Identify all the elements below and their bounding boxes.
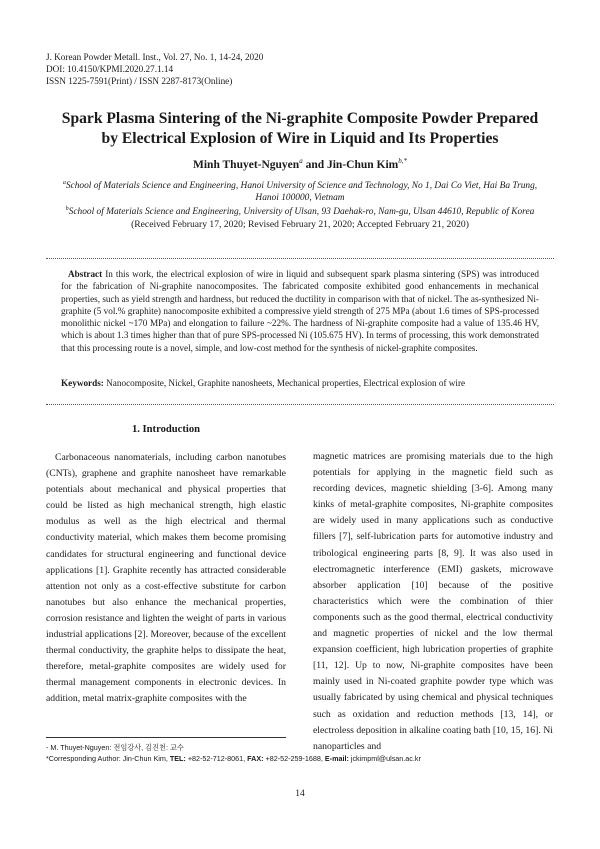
abstract-top-divider [46,258,554,259]
email-label: E-mail: [324,754,349,763]
right-column [313,449,553,755]
keywords-label: Keywords: [61,378,104,388]
journal-citation: J. Korean Powder Metall. Inst., Vol. 27, No. 1, 14-24, 2020 [46,52,264,62]
keywords-text: Nanocomposite, Nickel, Graphite nanosheets, Mechanical properties, Electrical explosion of wire [103,378,466,388]
authors [0,157,600,171]
abstract-label: Abstract [68,269,103,279]
left-paragraph: Carbonaceous nanomaterials, including carbon nanotubes (CNTs), graphene and graphite nanosheet have remarkable potentials about mechanical and physical properties that could be listed as high mechanical strength, high elastic modulus as well as the high electrical and thermal conductivity material, which makes them become promising candidates for structural engineering and functional device applications [1]. Graphite recently has attracted considerable attention not only as a cost-effective substitute for carbon nanotubes but also enhance the mechanical properties, corrosion resistance and lighten the weight of parts in various industrial applications [2]. Moreover, because of the excellent thermal conductivity, the graphite helps to dissipate the heat, therefore, metal-graphite composites are widely used for thermal management components in electronic devices. In addition, metal matrix-graphite composites with the [46,452,286,705]
footnote [46,742,421,764]
affil-a-sup: a [62,180,66,186]
affiliation-a [30,177,570,204]
paper-title [30,109,570,149]
left-column [46,450,286,708]
affil-b-line-1: School of Materials Science and Engineering, University of Ulsan, 93 Daehak-ro, Nam-gu, Ulsan 44610, Republic of Korea [68,207,535,218]
footnote-positions: - M. Thuyet-Nguyen: 전임강사, 김진천: 교수 [46,743,184,752]
page-number: 14 [295,789,305,799]
author-1: Minh Thuyet-Nguyen [193,158,300,171]
fax-label: FAX: [247,754,264,763]
affil-b-sup: b [65,206,69,212]
authors-and: and [305,158,325,171]
received-dates: (Received February 17, 2020; Revised February 21, 2020; Accepted February 21, 2020) [131,219,469,230]
abstract-text: In this work, the electrical explosion of wire in liquid and subsequent spark plasma sintering (SPS) was introduced for the fabrication of Ni-graphite nanocomposites. The fabricated composite exhibited good enhancements in mechanical properties, such as yield strength and hardness, but reduced the ductility in comparison with that of nickel. The as-synthesized Ni-graphite (5 vol.% graphite) nanocomposite exhibited a compressive yield strength of 275 MPa (about 1.6 times of SPS-processed monolithic nickel ~170 MPa) and elongation to failure ~22%. The hardness of Ni-graphite composite had a value of 135.46 HV, which is about 1.3 times higher than that of pure SPS-processed Ni (105.675 HV). In terms of processing, this work demonstrated that this processing route is a novel, simple, and low-cost method for the synthesis of nickel-graphite composites. [61,269,539,353]
footnote-correspondence [46,753,421,764]
title-line-2: by Electrical Explosion of Wire in Liquid and Its Properties [101,130,499,147]
abstract [61,268,539,354]
tel-value: +82-52-712-8061, [185,754,248,763]
keywords [61,378,539,388]
section-title-introduction: 1. Introduction [131,424,201,435]
author-2-affil: b,* [398,157,407,165]
author-1-affil: a [299,157,303,165]
tel-label: TEL: [169,754,186,763]
corresponding-author: *Corresponding Author: Jin-Chun Kim, [46,754,170,763]
title-line-1: Spark Plasma Sintering of the Ni-graphite Composite Powder Prepared [61,110,539,127]
affil-a-line-2: Hanoi 100000, Vietnam [255,193,345,204]
doi[interactable]: DOI: 10.4150/KPMI.2020.27.1.14 [46,64,174,75]
author-2: Jin-Chun Kim [326,158,399,171]
issn: ISSN 1225-7591(Print) / ISSN 2287-8173(Online) [46,76,233,87]
journal-header [46,51,263,88]
email-value[interactable]: jckimpml@ulsan.ac.kr [348,754,421,763]
fax-value: +82-52-259-1688, [263,754,325,763]
footnote-rule [46,737,286,738]
right-paragraph: magnetic matrices are promising materials due to the high potentials for applying in the magnetic field such as recording devices, magnetic shielding [3-6]. Among many kinks of metal-graphite composites, Ni-graphite composites are widely used in many applications such as conductive fillers [7], self-lubrication parts for automotive industry and tribological engineering parts [8, 9]. It was also used in electromagnetic interference (EMI) gaskets, microwave absorber application [10] because of the positive characteristics which were the combination of thier components such as the good thermal, electrical conductivity and magnetic properties of nickel and the low thermal expansion coefficient, high lubrication properties of graphite [11, 12]. Up to now, Ni-graphite composites have been mainly used in Ni-coated graphite powder type which was usually fabricated by using chemical and physical techniques such as oxidation and reduction methods [13, 14], or electroless deposition in alkaline coating bath [10, 15, 16]. Ni nanoparticles and [313,451,553,752]
affiliation-b [30,203,570,218]
affil-a-line-1: School of Materials Science and Engineering, Hanoi University of Science and Technology, No 1, Dai Co Viet, Hai Ba Trung, [65,181,538,192]
abstract-bottom-divider [46,404,554,405]
